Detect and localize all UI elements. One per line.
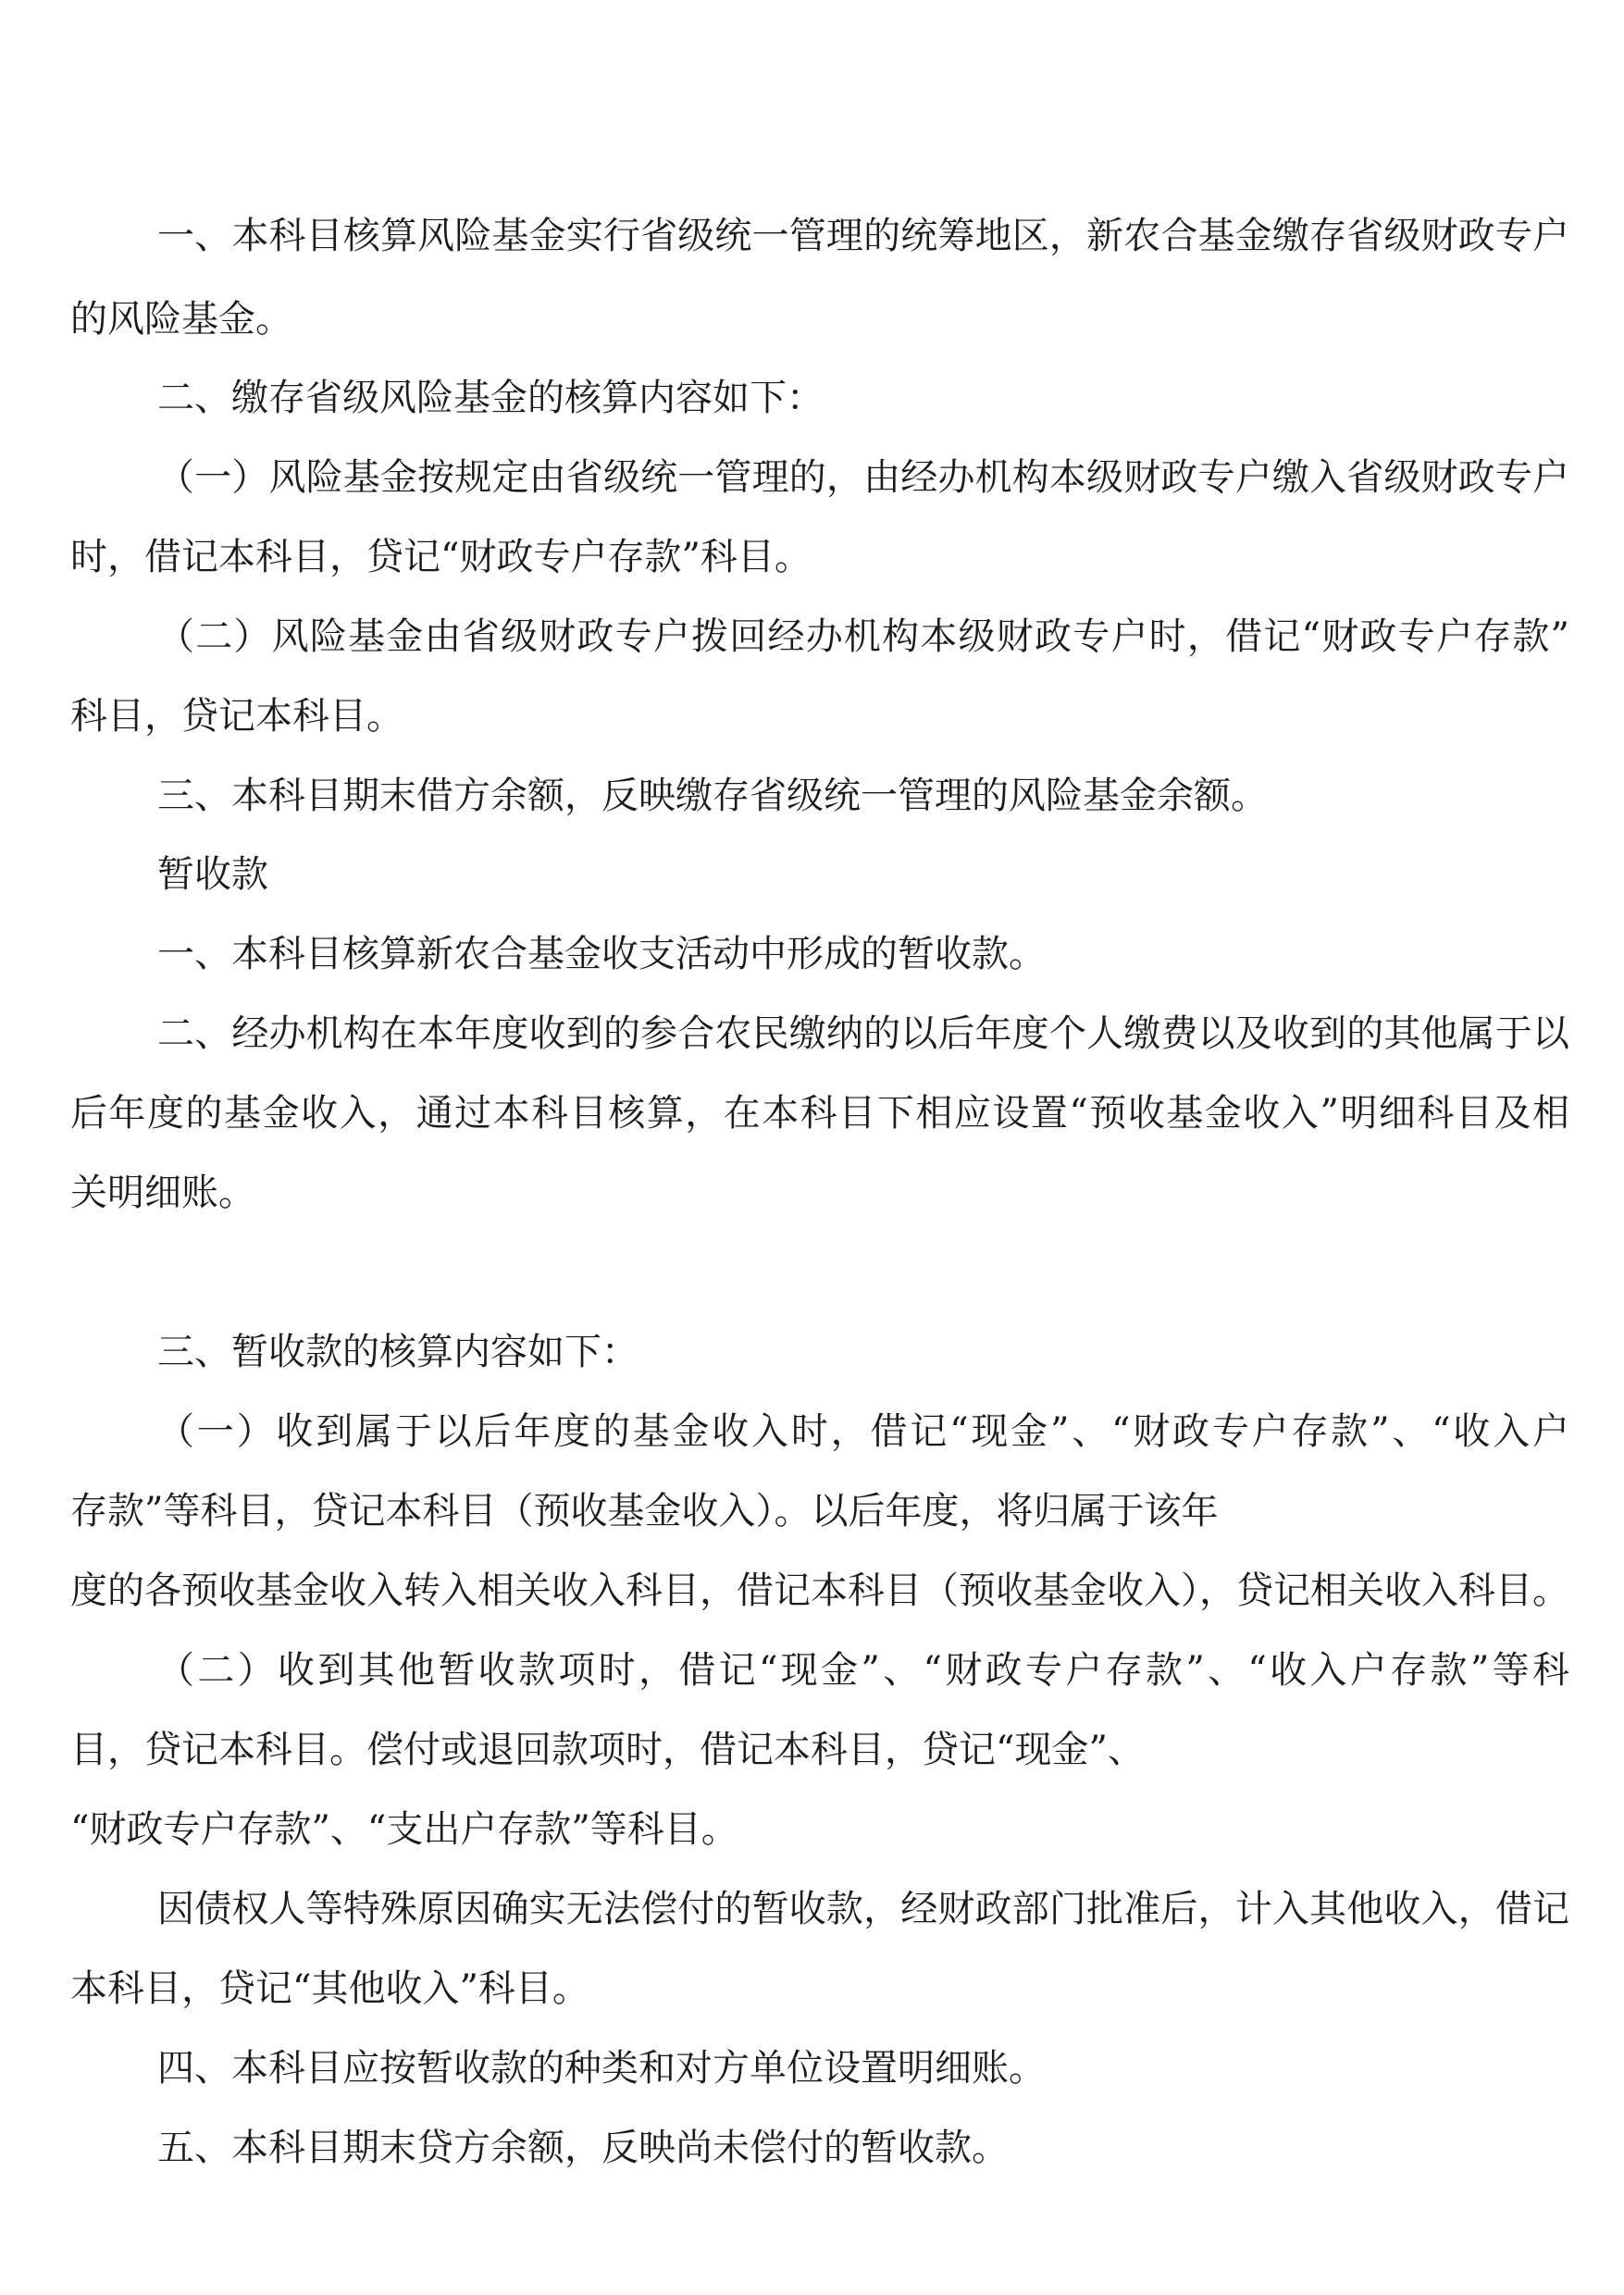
paragraph-line: （二）风险基金由省级财政专户拨回经办机构本级财政专户时，借记“财政专户存款” [157,615,1569,658]
paragraph-line: （一）收到属于以后年度的基金收入时，借记“现金”、“财政专户存款”、“收入户 [157,1410,1569,1453]
paragraph-line: 度的各预收基金收入转入相关收入科目，借记本科目（预收基金收入），贷记相关收入科目。 [70,1569,1569,1612]
paragraph-line: 后年度的基金收入，通过本科目核算，在本科目下相应设置“预收基金收入”明细科目及相 [70,1092,1569,1135]
paragraph-line: 存款”等科目，贷记本科目（预收基金收入）。以后年度，将归属于该年 [70,1490,1219,1532]
paragraph-line: 一、本科目核算新农合基金收支活动中形成的暂收款。 [157,933,1046,975]
paragraph-line: 一、本科目核算风险基金实行省级统一管理的统筹地区，新农合基金缴存省级财政专户 [157,215,1569,257]
paragraph-line: 二、经办机构在本年度收到的参合农民缴纳的以后年度个人缴费以及收到的其他属于以 [157,1012,1569,1055]
paragraph-line: “财政专户存款”、“支出户存款”等科目。 [70,1808,738,1851]
paragraph-line: 科目，贷记本科目。 [70,695,403,738]
paragraph-line: 时，借记本科目，贷记“财政专户存款”科目。 [70,536,812,578]
section-title: 暂收款 [157,853,268,896]
paragraph-line: 关明细账。 [70,1172,255,1214]
paragraph-line: 因债权人等特殊原因确实无法偿付的暂收款，经财政部门批准后，计入其他收入，借记 [157,1888,1569,1930]
paragraph-line: 的风险基金。 [70,298,292,341]
paragraph-line: 三、本科目期末借方余额，反映缴存省级统一管理的风险基金余额。 [157,775,1268,817]
paragraph-line: （一）风险基金按规定由省级统一管理的，由经办机构本级财政专户缴入省级财政专户 [157,456,1569,499]
paragraph-line: 本科目，贷记“其他收入”科目。 [70,1967,589,2010]
section-heading: 三、暂收款的核算内容如下： [157,1331,638,1373]
paragraph-line: 五、本科目期末贷方余额，反映尚未偿付的暂收款。 [157,2127,1009,2169]
paragraph-line: （二）收到其他暂收款项时，借记“现金”、“财政专户存款”、“收入户存款”等科 [157,1649,1569,1692]
paragraph-line: 目，贷记本科目。偿付或退回款项时，借记本科目，贷记“现金”、 [70,1729,1145,1771]
paragraph-line: 四、本科目应按暂收款的种类和对方单位设置明细账。 [157,2047,1046,2090]
section-heading: 二、缴存省级风险基金的核算内容如下： [157,377,824,419]
